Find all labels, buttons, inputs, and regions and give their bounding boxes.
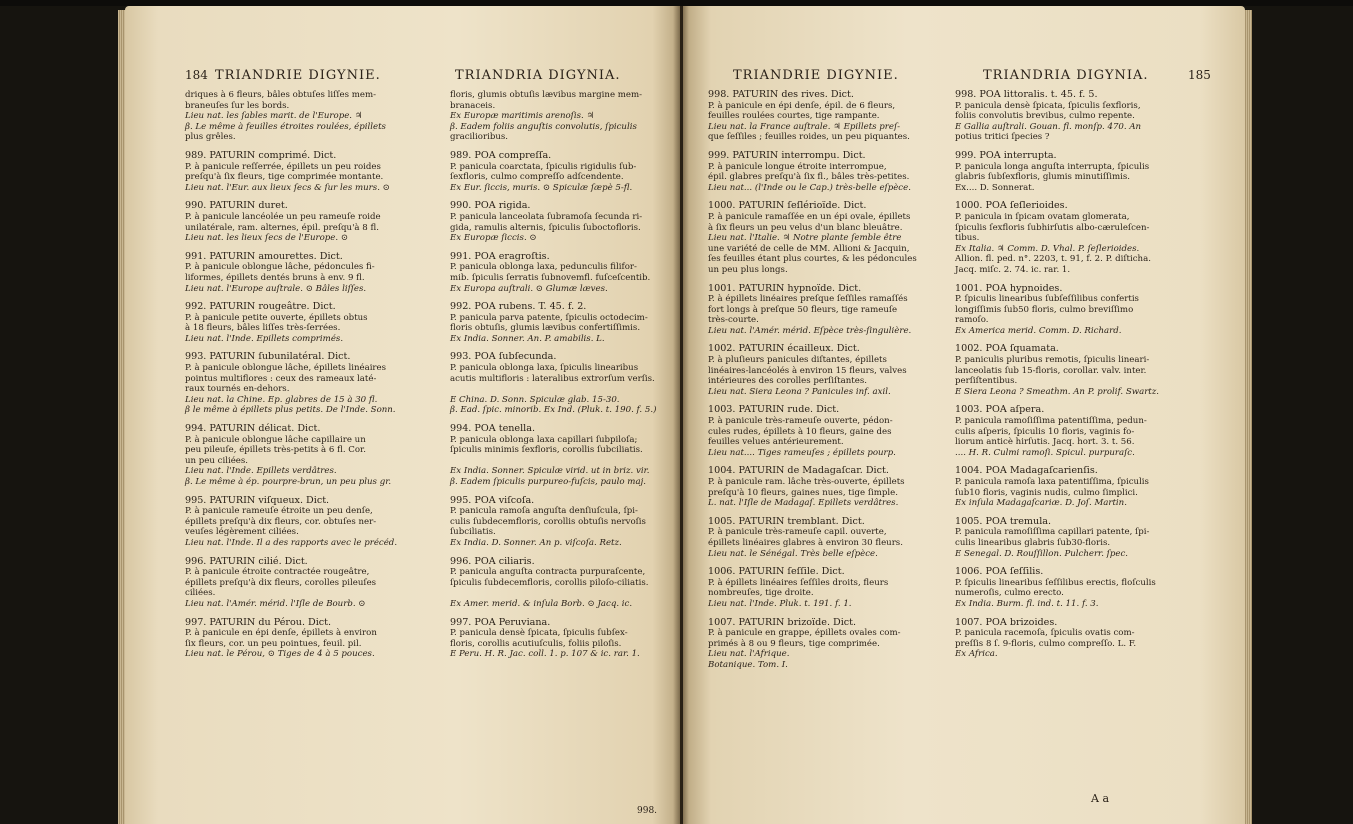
entry-line: glabris ſubſexfloris, glumis minutiſſimis. <box>955 172 1130 183</box>
entry-line: Ex Amer. merid. & inſula Borb. ⊙ Jacq. ic. <box>450 598 633 609</box>
entry-line: intérieures des corolles perſiſtantes. <box>708 376 867 387</box>
entry-line: ciliées. <box>185 588 216 599</box>
entry-line: P. panicula densè ſpicata, ſpiculis ſexfloris, <box>955 100 1141 111</box>
entry-line: E China. D. Sonn. Spiculæ glab. 15-30. <box>450 394 620 405</box>
entry-line: P. panicula coarctata, ſpiculis rigidulis ſub- <box>450 161 637 172</box>
entry-line: linéaires-lancéolés à environ 15 fleurs, valves <box>708 365 907 376</box>
entry-line: Lieu nat. l'Afrique. <box>708 649 790 660</box>
entry-line: β. Ead. ſpic. minorib. Ex Ind. (Pluk. t. 190. f. 5.) <box>450 405 657 416</box>
entry-line: P. panicula oblonga laxa capillari ſubpiloſa; <box>450 434 638 445</box>
entry-line: mib. ſpiculis ſerratis ſubnovemfl. fuſceſcentib. <box>450 272 651 283</box>
entry-line: β. Eadem foliis anguſtis convolutis, ſpiculis <box>450 121 637 132</box>
entry-line: ſub10 floris, vaginis nudis, culmo ſimplici. <box>955 487 1138 498</box>
entry <box>955 90 1195 143</box>
entry <box>955 284 1195 337</box>
entry-line: Lieu nat. l'Inde. Pluk. t. 191. f. 1. <box>708 598 852 609</box>
entry-line: P. à panicule lancéolée un peu rameuſe roide <box>185 211 381 222</box>
entry-line: Lieu nat. Siera Leona ? Panicules inf. axil. <box>708 386 891 397</box>
entry-line: P. panicula racemoſa, ſpiculis ovatis com- <box>955 628 1135 639</box>
open-book <box>125 6 1245 824</box>
entry-heading: 1000. PATURIN ſeſlérioïde. Dict. <box>708 200 867 212</box>
entry-line: P. à épillets linéaires ſeſſiles droits, fleurs <box>708 577 889 588</box>
entry <box>708 201 953 275</box>
entry-line: Ex India. D. Sonner. An p. viſcoſa. Retz. <box>450 537 622 548</box>
entry-line: nombreuſes, tige droite. <box>708 588 814 599</box>
entry <box>708 151 953 193</box>
entry-line: P. panicula oblonga laxa, ſpiculis linearibus <box>450 363 639 374</box>
entry-line: .... H. R. Culmi ramoſi. Spicul. purpuraſc. <box>955 447 1135 458</box>
entry-line: β. Le même à ép. pourpre-brun, un peu plus gr. <box>185 477 392 487</box>
entry-heading: 1002. POA ſquamata. <box>955 343 1059 355</box>
entry <box>185 352 450 416</box>
entry-line: numeroſis, culmo erecto. <box>955 588 1064 599</box>
entry-heading: 989. PATURIN comprimé. Dict. <box>185 149 337 161</box>
entry-heading: 992. PATURIN rougeâtre. Dict. <box>185 301 336 313</box>
entry-heading: 1001. PATURIN hypnoïde. Dict. <box>708 282 862 294</box>
entry-line: P. à épillets linéaires preſque ſeſſiles ramaſſés <box>708 294 908 305</box>
entry-line: Ex Africa. <box>955 649 998 660</box>
entry <box>708 618 953 671</box>
entry-line: P. à panicule en épi denſe, épil. de 6 fleurs, <box>708 100 896 111</box>
entry-line: Lieu nat. l'Inde. Il a des rapports avec le précéd. <box>185 537 398 548</box>
entry-line: Lieu nat. l'Inde. Epillets verdâtres. <box>185 466 337 477</box>
entry-line: Lieu nat. le Sénégal. Très belle eſpèce. <box>708 548 878 559</box>
entry-line: β. Le même à feuilles étroites roulées, épillets <box>185 121 386 132</box>
entry-line: Lieu nat. les ſables marit. de l'Europe. ♃ <box>185 111 363 122</box>
entry-line: P. ſpiculis linearibus ſeſſilibus erectis, floſculis <box>955 577 1156 588</box>
entry <box>185 151 450 193</box>
entry-line: P. à pluſieurs panicules diſtantes, épillets <box>708 355 887 366</box>
entry-line: P. à panicule ram. lâche très-ouverte, épillets <box>708 477 905 487</box>
entry-line: P. à panicule oblongue lâche, épillets linéaires <box>185 363 387 374</box>
entry-line: Lieu nat. l'Eur. aux lieux ſecs & ſur les murs. ⊙ <box>185 182 390 193</box>
right-latin-column <box>955 90 1195 668</box>
entry-line: P. à panicule oblongue lâche capillaire un <box>185 434 366 445</box>
entry-heading: 1005. POA tremula. <box>955 515 1052 527</box>
entry-line: une variété de celle de MM. Allioni & Jacquin, <box>708 243 910 254</box>
entry-line: braneuſes ſur les bords. <box>185 100 290 111</box>
entry-line: Ex Europæ maritimis arenoſis. ♃ <box>450 111 595 122</box>
entry-heading: 1006. POA ſeſſilis. <box>955 566 1044 578</box>
entry-heading: 995. PATURIN viſqueux. Dict. <box>185 494 330 506</box>
right-page <box>683 6 1245 824</box>
entry-line: P. panicula ramoſiſſima patentiſſima, pedun- <box>955 416 1147 427</box>
entry <box>955 405 1195 458</box>
entry-line: floris, glumis obtuſis lævibus margine mem- <box>450 90 643 100</box>
entry-line: à ſix fleurs un peu velus d'un blanc bleuâtre. <box>708 222 903 233</box>
entry-line: feuilles roulées courtes, tige rampante. <box>708 111 880 122</box>
entry <box>955 466 1195 508</box>
entry-line: P. ſpiculis linearibus ſubſeſſilibus confertis <box>955 294 1139 305</box>
left-header-latin: TRIANDRIA DIGYNIA. <box>455 68 621 83</box>
left-header-french: TRIANDRIE DIGYNIE. <box>215 68 381 83</box>
entry-line: à 18 fleurs, bâles liſſes très-ſerrées. <box>185 323 341 334</box>
entry-line: Ex India. Sonner. An. P. amabilis. L. <box>450 333 605 344</box>
entry-line: Allion. fl. ped. n°. 2203, t. 91, f. 2. P. diſticha. <box>955 254 1151 265</box>
entry <box>708 344 953 397</box>
entry-line: ramoſo. <box>955 315 989 326</box>
entry-line: ſpiculis minimis ſexfloris, corollis ſubciliatis. <box>450 445 643 456</box>
entry-line: Ex India. Sonner. Spiculæ virid. ut in briz. vir. <box>450 466 650 477</box>
entry <box>708 466 953 508</box>
entry-line: Botanique. Tom. I. <box>708 659 788 670</box>
entry <box>955 344 1195 397</box>
entry-line: Ex inſula Madagaſcariæ. D. Joſ. Martin. <box>955 498 1127 509</box>
right-folio: 185 <box>1188 68 1211 82</box>
entry-heading: 1007. PATURIN brizoïde. Dict. <box>708 616 857 628</box>
entry-line: fort longs à preſque 50 fleurs, tige rameuſe <box>708 304 898 315</box>
entry-line: Ex Europa auſtrali. ⊙ Glumæ læves. <box>450 283 608 294</box>
entry-line: preſqu'à 10 fleurs, gaines nues, tige ſimple. <box>708 487 898 498</box>
entry-line: P. à panicule petite ouverte, épillets obtus <box>185 312 368 323</box>
entry-line <box>450 588 670 599</box>
entry <box>185 557 450 610</box>
entry-line: E Siera Leona ? Smeathm. An P. prolif. Swartz. <box>955 386 1160 397</box>
entry-line: floris obtuſis, glumis lævibus confertiſſimis. <box>450 323 641 334</box>
entry-line: L. nat. l'Iſle de Madagaſ. Epillets verdâtres. <box>708 498 899 509</box>
entry-line: que ſeſſiles ; feuilles roides, un peu piquantes. <box>708 132 910 143</box>
entry-heading: 997. POA Peruviana. <box>450 616 551 628</box>
entry-line: épil. glabres preſqu'à ſix fl., bâles très-petites. <box>708 172 910 183</box>
entry-heading: 995. POA viſcoſa. <box>450 494 535 506</box>
entry <box>185 201 450 243</box>
entry-line: acutis multifloris : lateralibus extrorſum verſis. <box>450 373 655 384</box>
entry-line: E Senegal. D. Rouſſillon. Pulcherr. ſpec. <box>955 548 1128 559</box>
entry <box>708 405 953 458</box>
entry-line: unilatérale, ram. alternes, épil. preſqu'à 8 fl. <box>185 222 379 233</box>
signature-mark: A a <box>1091 792 1109 805</box>
entry-heading: 1000. POA ſeſlerioides. <box>955 200 1068 212</box>
entry-heading: 1003. PATURIN rude. Dict. <box>708 404 840 416</box>
entry <box>450 352 670 416</box>
entry-heading: 1004. POA Madagaſcarienſis. <box>955 465 1098 477</box>
entry-heading: 993. POA ſubſecunda. <box>450 351 557 363</box>
right-french-column <box>708 90 953 679</box>
entry-heading: 1003. POA aſpera. <box>955 404 1045 416</box>
entry-line: P. paniculis pluribus remotis, ſpiculis lineari- <box>955 355 1150 366</box>
entry-line: ſes feuilles étant plus courtes, & les pédoncules <box>708 254 917 265</box>
entry <box>450 151 670 193</box>
entry-line: ſubciliatis. <box>450 527 496 538</box>
entry <box>955 517 1195 559</box>
entry-heading: 993. PATURIN ſubunilatéral. Dict. <box>185 351 351 363</box>
entry-line: P. panicula ramoſiſſima capillari patente, ſpi- <box>955 527 1150 538</box>
entry-line: liformes, épillets dentés bruns à env. 9 fl. <box>185 272 365 283</box>
left-folio: 184 <box>185 68 208 82</box>
entry-heading: 997. PATURIN du Pérou. Dict. <box>185 616 332 628</box>
entry-line: longiſſimis ſub50 floris, culmo breviſſimo <box>955 304 1134 315</box>
right-header-french: TRIANDRIE DIGYNIE. <box>733 68 899 83</box>
entry-line: P. panicula ramoſa anguſta denſiuſcula, ſpi- <box>450 506 638 517</box>
entry-line: un peu plus longs. <box>708 264 788 275</box>
entry <box>185 424 450 488</box>
entry-line: branaceis. <box>450 100 496 111</box>
entry-line: Lieu nat. l'Inde. Epillets comprimés. <box>185 333 344 344</box>
entry-line: Jacq. miſc. 2. 74. ic. rar. 1. <box>955 264 1071 275</box>
entry <box>450 424 670 488</box>
entry-line <box>450 384 670 395</box>
entry <box>708 90 953 143</box>
entry-line: P. à panicule étroite contractée rougeâtre, <box>185 567 370 578</box>
entry-line: foliis convolutis brevibus, culmo repente. <box>955 111 1135 122</box>
entry-heading: 1007. POA brizoides. <box>955 616 1058 628</box>
entry-heading: 990. POA rigida. <box>450 200 531 212</box>
entry-line: raux tournés en-dehors. <box>185 384 290 395</box>
entry-line <box>450 456 670 467</box>
entry <box>955 151 1195 193</box>
entry-line: P. panicula in ſpicam ovatam glomerata, <box>955 211 1130 222</box>
entry-line: P. à panicule reſſerrée, épillets un peu roides <box>185 161 381 172</box>
entry <box>185 252 450 294</box>
entry-line: E Peru. H. R. Jac. coll. 1. p. 107 & ic. rar. 1. <box>450 649 640 660</box>
entry-line: β. Eadem ſpiculis purpureo-fuſcis, paulo maj. <box>450 477 646 487</box>
entry-line: Ex.... D. Sonnerat. <box>955 182 1035 193</box>
entry <box>450 496 670 549</box>
entry <box>450 201 670 243</box>
entry-heading: 992. POA rubens. T. 45. f. 2. <box>450 301 587 313</box>
entry-line: floris, corollis acutiuſculis, foliis piloſis. <box>450 638 622 649</box>
entry-heading: 1005. PATURIN tremblant. Dict. <box>708 515 865 527</box>
entry-line: P. à panicule en grappe, épillets ovales com- <box>708 628 901 639</box>
left-latin-column <box>450 90 670 668</box>
entry-line: liorum anticè hirſutis. Jacq. hort. 3. t. 56. <box>955 437 1135 448</box>
entry-heading: 1006. PATURIN ſeſſile. Dict. <box>708 566 845 578</box>
entry-line: Ex Europæ ſiccis. ⊙ <box>450 233 537 244</box>
entry-line: P. panicula parva patente, ſpiculis octodecim- <box>450 312 648 323</box>
entry-heading: 996. PATURIN cilié. Dict. <box>185 555 308 567</box>
entry <box>450 90 670 143</box>
entry <box>955 618 1195 660</box>
entry-line: Lieu nat.... Tiges rameuſes ; épillets pourp. <box>708 447 896 458</box>
entry <box>185 90 450 143</box>
entry <box>185 618 450 660</box>
entry-line: cules rudes, épillets à 10 fleurs, gaine des <box>708 426 892 437</box>
entry-line: pointus multiflores : ceux des rameaux laté- <box>185 373 377 384</box>
entry-line: P. panicula lanceolata ſubramoſa ſecunda ri- <box>450 211 643 222</box>
book-gutter <box>673 6 689 824</box>
entry <box>185 302 450 344</box>
entry-line: épillets preſqu'à dix fleurs, corolles pileuſes <box>185 577 377 588</box>
entry-line: potius tritici ſpecies ? <box>955 132 1050 143</box>
entry-line: primés à 8 ou 9 fleurs, tige comprimée. <box>708 638 880 649</box>
entry-line: gracilioribus. <box>450 132 508 143</box>
entry-line: Ex Eur. ſiccis, muris. ⊙ Spiculæ ſæpè 5-fl. <box>450 182 633 193</box>
entry <box>955 567 1195 609</box>
entry-line: P. à panicule oblongue lâche, pédoncules fi- <box>185 262 375 273</box>
entry <box>708 517 953 559</box>
entry-line: perſiſtentibus. <box>955 376 1018 387</box>
entry-line: plus grêles. <box>185 132 236 143</box>
entry-heading: 996. POA ciliaris. <box>450 555 535 567</box>
entry-line: preſqu'à ſix fleurs, tige comprimée montante. <box>185 172 384 183</box>
entry-line: Ex Italia. ♃ Comm. D. Vhal. P. ſeſlerioides. <box>955 243 1140 254</box>
entry-line: feuilles velues antérieurement. <box>708 437 844 448</box>
entry-line: ſexfloris, culmo compreſſo adſcendente. <box>450 172 624 183</box>
entry-line: P. à panicule longue étroite interrompue, <box>708 161 887 172</box>
entry-line: P. à panicule très-rameuſe capil. ouverte, <box>708 527 887 538</box>
entry <box>450 252 670 294</box>
entry-line: Lieu nat. l'Amér. mérid. Eſpèce très-ſingulière. <box>708 325 912 336</box>
entry-line: lanceolatis ſub 15-floris, corollar. valv. inter. <box>955 365 1147 376</box>
entry-line: Lieu nat. l'Amér. mérid. l'Iſle de Bourb. ⊙ <box>185 598 366 609</box>
entry-line: ſix fleurs, cor. un peu pointues, feuil. pil. <box>185 638 362 649</box>
entry-line: driques à 6 fleurs, bâles obtuſes liſſes mem- <box>185 90 377 100</box>
left-french-column <box>185 90 450 668</box>
entry-line: E Gallia auſtrali. Gouan. fl. monſp. 470. An <box>955 121 1142 132</box>
entry <box>450 618 670 660</box>
entry-line: Lieu nat. le Pérou, ⊙ Tiges de 4 à 5 pouces. <box>185 649 375 660</box>
entry-line: épillets linéaires glabres à environ 30 fleurs. <box>708 537 903 548</box>
entry-line: P. panicula longa anguſta interrupta, ſpiculis <box>955 161 1150 172</box>
entry-heading: 991. PATURIN amourettes. Dict. <box>185 250 343 262</box>
entry-line: Lieu nat... (l'Inde ou le Cap.) très-belle eſpèce. <box>708 182 911 193</box>
entry-line: P. à panicule ramaſſée en un épi ovale, épillets <box>708 211 911 222</box>
catchword: 998. <box>637 806 658 816</box>
entry-heading: 1002. PATURIN écailleux. Dict. <box>708 343 860 355</box>
entry-line: P. à panicule rameuſe étroite un peu denſe, <box>185 506 373 517</box>
entry-line: peu pileuſe, épillets très-petits à 6 fl. Cor. <box>185 445 366 456</box>
entry-line: P. panicula oblonga laxa, pedunculis filifor- <box>450 262 637 273</box>
entry <box>708 567 953 609</box>
entry-line: Lieu nat. la France auſtrale. ♃ Epillets preſ- <box>708 121 901 132</box>
entry-line: P. panicula ramoſa laxa patentiſſima, ſpiculis <box>955 477 1149 487</box>
entry-line: gida, ramulis alternis, ſpiculis ſuboctofloris. <box>450 222 641 233</box>
entry-heading: 1001. POA hypnoides. <box>955 282 1063 294</box>
entry-heading: 999. PATURIN interrompu. Dict. <box>708 149 866 161</box>
entry-heading: 991. POA eragroſtis. <box>450 250 550 262</box>
entry-line: veuſes légèrement ciliées. <box>185 527 299 538</box>
entry-line: culis aſperis, ſpiculis 10 floris, vaginis fo- <box>955 426 1135 437</box>
entry-heading: 998. PATURIN des rives. Dict. <box>708 89 854 100</box>
entry <box>450 557 670 610</box>
entry <box>185 496 450 549</box>
entry-line: Lieu nat. la Chine. Ep. glabres de 15 à 30 fl. <box>185 394 378 405</box>
entry-line: Ex India. Burm. fl. ind. t. 11. f. 3. <box>955 598 1099 609</box>
entry-line: ſpiculis ſubdecemfloris, corollis piloſo-ciliatis. <box>450 577 649 588</box>
entry-heading: 994. PATURIN délicat. Dict. <box>185 423 321 435</box>
entry-heading: 989. POA compreſſa. <box>450 149 552 161</box>
entry-line: tibus. <box>955 233 980 244</box>
entry-heading: 998. POA littoralis. t. 45. f. 5. <box>955 89 1098 100</box>
right-header-latin: TRIANDRIA DIGYNIA. <box>983 68 1149 83</box>
entry-heading: 990. PATURIN duret. <box>185 200 288 212</box>
entry-heading: 999. POA interrupta. <box>955 149 1057 161</box>
entry-line: culis linearibus glabris ſub30-floris. <box>955 537 1111 548</box>
entry-line: très-courte. <box>708 315 759 326</box>
entry <box>450 302 670 344</box>
entry-line: épillets preſqu'à dix fleurs, cor. obtuſes ner- <box>185 516 377 527</box>
entry-line: P. à panicule en épi denſe, épillets à environ <box>185 628 377 639</box>
entry-line: Lieu nat. les lieux ſecs de l'Europe. ⊙ <box>185 233 349 244</box>
entry-line: P. à panicule très-rameuſe ouverte, pédon- <box>708 416 893 427</box>
entry-line: Lieu nat. l'Europe auſtrale. ⊙ Bâles liſſes. <box>185 283 367 294</box>
entry-line: P. panicula anguſta contracta purpuraſcente, <box>450 567 646 578</box>
entry-heading: 994. POA tenella. <box>450 423 536 435</box>
entry-line: ſpiculis ſexfloris ſubhirſutis albo-cæruleſcen- <box>955 222 1150 233</box>
entry-line: culis ſubdecemfloris, corollis obtuſis nervoſis <box>450 516 646 527</box>
entry-line: un peu ciliées. <box>185 455 249 466</box>
entry <box>955 201 1195 275</box>
entry-line: Ex America merid. Comm. D. Richard. <box>955 325 1122 336</box>
entry-line: β le même à épillets plus petits. De l'Inde. Sonn. <box>185 405 396 416</box>
entry-line: preſſis 8 ſ. 9-floris, culmo compreſſo. L. F. <box>955 638 1137 649</box>
entry-heading: 1004. PATURIN de Madagaſcar. Dict. <box>708 465 889 477</box>
entry-line: Lieu nat. l'Italie. ♃ Notre plante ſemble être <box>708 233 902 244</box>
entry-line: P. panicula densè ſpicata, ſpiculis ſubſex- <box>450 628 628 639</box>
left-page <box>125 6 680 824</box>
entry <box>708 284 953 337</box>
